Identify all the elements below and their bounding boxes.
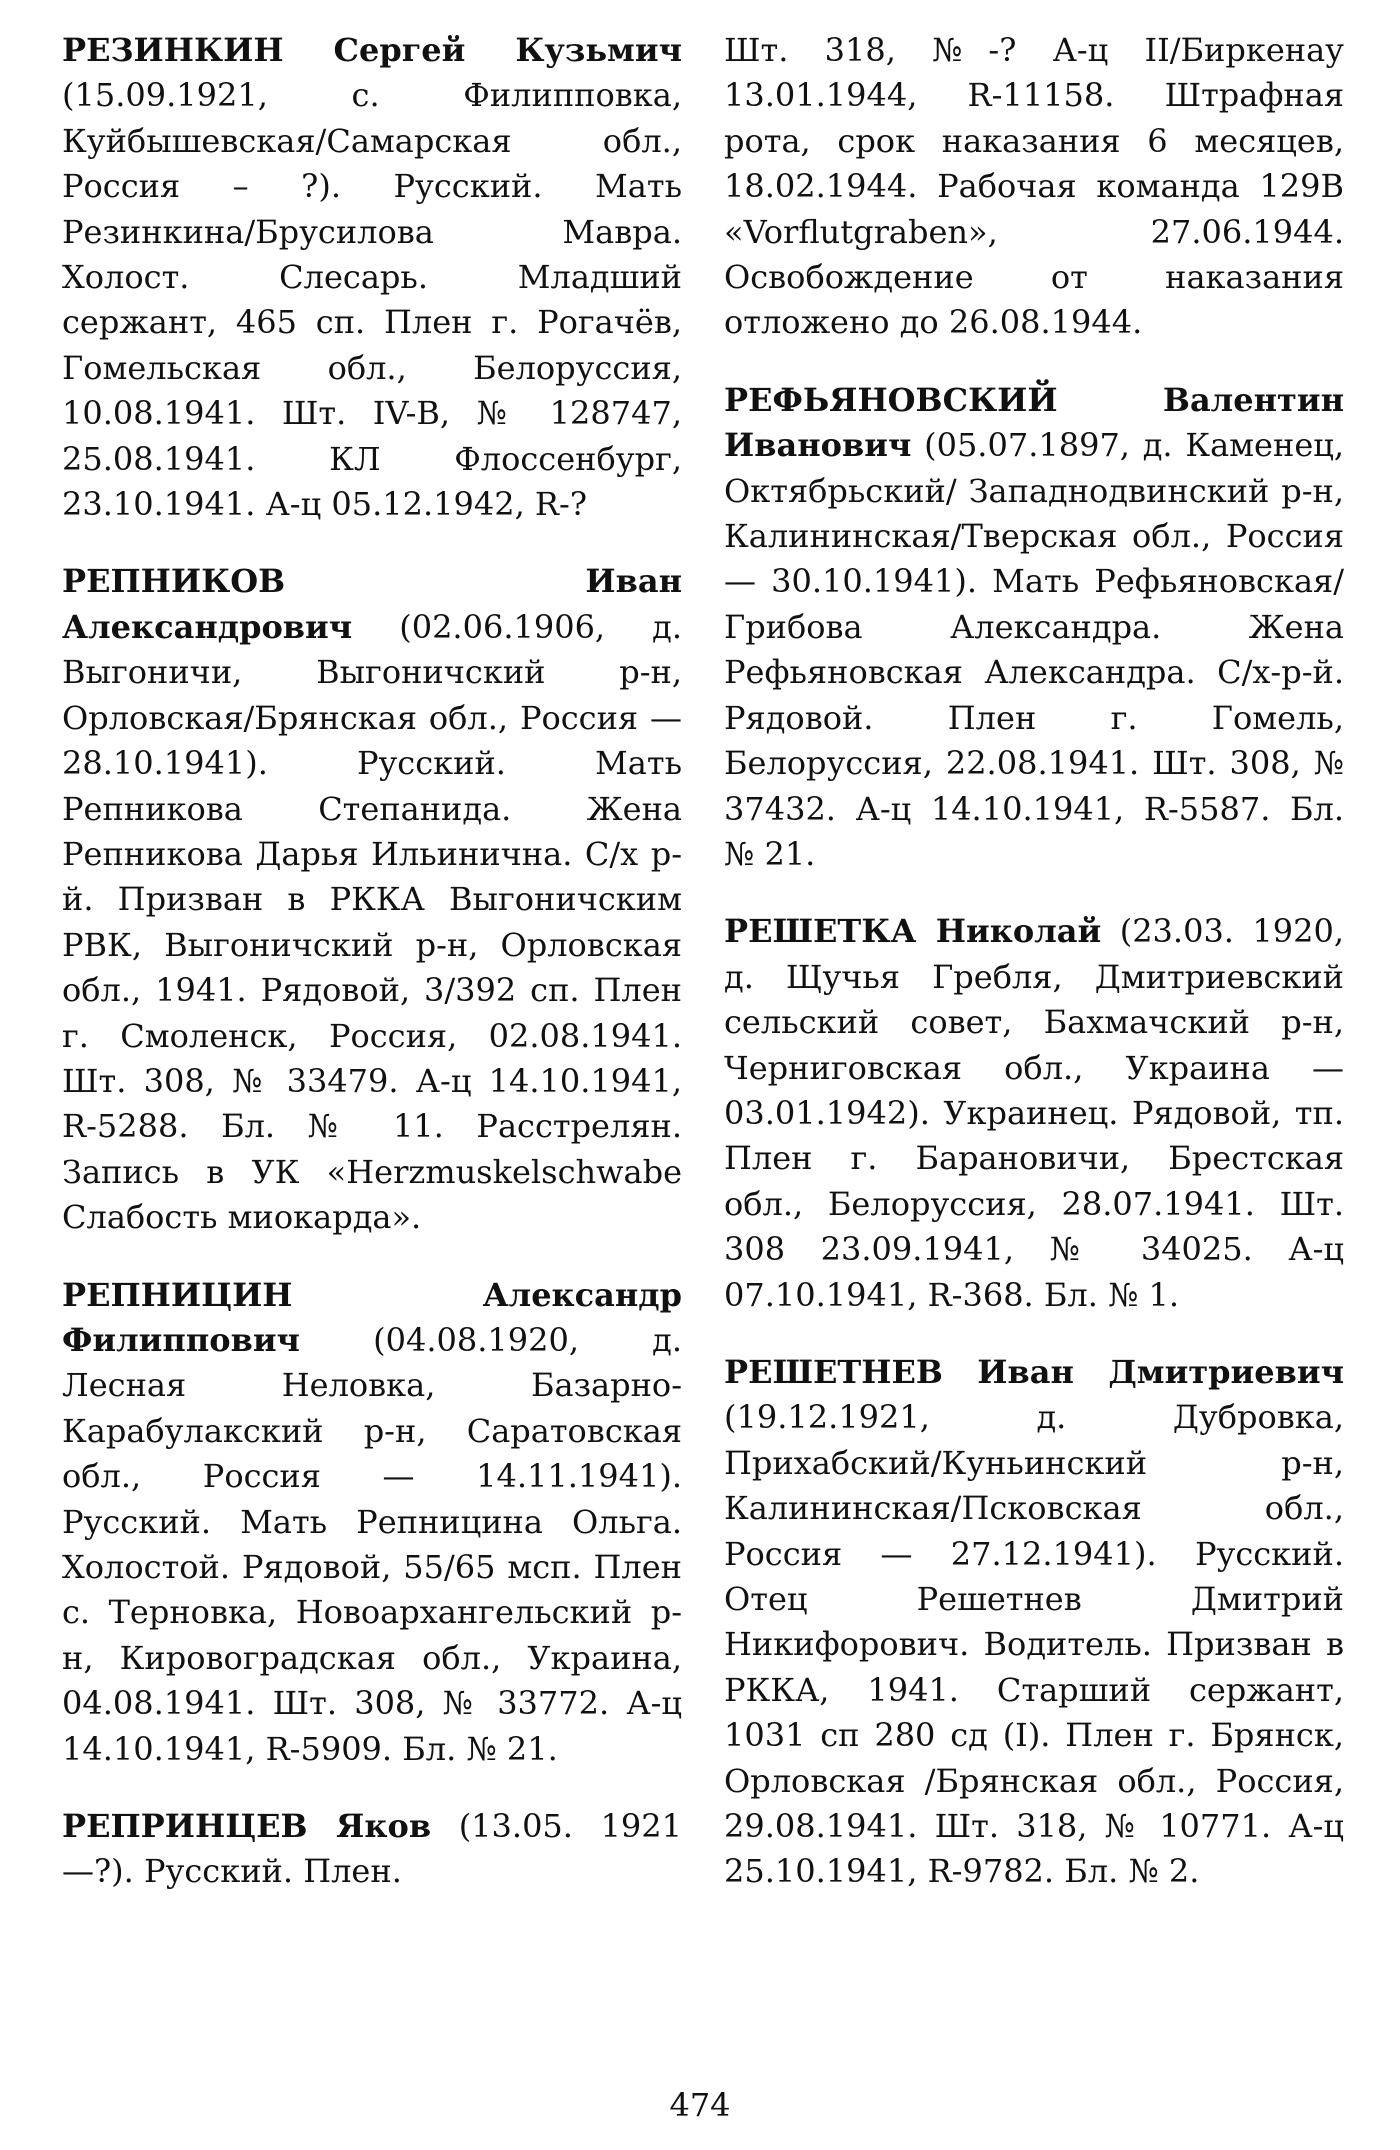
entry-name: РЕФЬЯНОВСКИЙ Валентин Иванович: [724, 380, 1344, 465]
page-number: 474: [669, 2086, 731, 2124]
entry-name: РЕПНИЦИН Александр Филиппович: [62, 1275, 682, 1359]
entry-text: (02.06.1906, д. Выгоничи, Выгоничский р-н, Орловская/Брянская обл., Россия — 28.10.1941). Русский. Мать Репникова Степанида. Жена Репникова Дарья Ильинична. С/х р-й. Призван в РККА Выгоничским РВК, Выгоничский р-н, Орловская обл., 1941. Рядовой, 3/392 сп. Плен г. Смоленск, Россия, 02.08.1941. Шт. 308, № 33479. А-ц 14.10.1941, R-5288. Бл. № 11. Расстрелян. Запись в УК «Herzmuskelschwabe Слабость миокарда».: [62, 607, 683, 1237]
entry-text: (23.03. 1920, д. Щучья Гребля, Дмитриевский сельский совет, Бахмачский р-н, Черниговская обл., Украина — 03.01.1942). Украинец. Рядовой, тп. Плен г. Барановичи, Брестская обл., Белоруссия, 28.07.1941. Шт. 308 23.09.1941, № 34025. А-ц 07.10.1941, R-368. Бл. № 1.: [724, 912, 1345, 1314]
entry-text: (15.09.1921, с. Филипповка, Куйбышевская/Самарская обл., Россия – ?). Русский. Мать Резинкина/Брусилова Мавра. Холост. Слесарь. Младший сержант, 465 сп. Плен г. Рогачёв, Гомельская обл., Белоруссия, 10.08.1941. Шт. IV-B, № 128747, 25.08.1941. КЛ Флоссенбург, 23.10.1941. А-ц 05.12.1942, R-?: [62, 76, 682, 524]
entry-name: РЕПРИНЦЕВ Яков: [62, 1807, 432, 1846]
left-column: [62, 28, 682, 1927]
entry-name: РЕШЕТНЕВ Иван Дмитриевич: [724, 1352, 1344, 1391]
entry-text: (13.05. 1921—?). Русский. Плен.: [62, 1807, 683, 1891]
entry-repnitsin: [62, 1273, 682, 1772]
entry-repnikov: [62, 559, 682, 1240]
right-column: [724, 28, 1344, 1927]
entry-text: (05.07.1897, д. Каменец, Октябрьский/ Западнодвинский р-н, Калининская/Тверская обл., Россия — 30.10.1941). Мать Рефьяновская/Грибова Александра. Жена Рефьяновская Александра. С/х-р-й. Рядовой. Плен г. Гомель, Белоруссия, 22.08.1941. Шт. 308, № 37432. А-ц 14.10.1941, R-5587. Бл. № 21.: [724, 426, 1344, 873]
entry-reprintsev: [62, 1804, 682, 1895]
entry-reprintsev-continued: [724, 28, 1344, 346]
entry-reshetka: [724, 909, 1344, 1318]
entry-text: (19.12.1921, д. Дубровка, Прихабский/Куньинский р-н, Калининская/Псковская обл., Россия — 27.12.1941). Русский. Отец Решетнев Дмитрий Никифорович. Водитель. Призван в РККА, 1941. Старший сержант, 1031 сп 280 сд (I). Плен г. Брянск, Орловская /Брянская обл., Россия, 29.08.1941. Шт. 318, № 10771. А-ц 25.10.1941, R-9782. Бл. № 2.: [724, 1398, 1344, 1891]
entry-name: РЕЗИНКИН Сергей Кузьмич: [62, 31, 682, 69]
entry-name: РЕПНИКОВ Иван Александрович: [62, 562, 682, 646]
entry-text: Шт. 318, №-? А-ц II/Биркенау 13.01.1944, R-11158. Штрафная рота, срок наказания 6 месяцев, 18.02.1944. Рабочая команда 129B «Vorflutgraben», 27.06.1944. Освобождение от наказания отложено до 26.08.1944.: [724, 31, 1344, 342]
entry-refyanovsky: [724, 378, 1344, 877]
entry-text: (04.08.1920, д. Лесная Неловка, Базарно-Карабулакский р-н, Саратовская обл., Россия — 14.11.1941). Русский. Мать Репницина Ольга. Холостой. Рядовой, 55/65 мсп. Плен с. Терновка, Новоархангельский р-н, Кировоградская обл., Украина, 04.08.1941. Шт. 308, № 33772. А-ц 14.10.1941, R-5909. Бл. № 21.: [62, 1320, 682, 1768]
entry-rezinkin: [62, 28, 682, 527]
entry-reshetnev: [724, 1350, 1344, 1895]
entry-name: РЕШЕТКА Николай: [724, 912, 1102, 951]
